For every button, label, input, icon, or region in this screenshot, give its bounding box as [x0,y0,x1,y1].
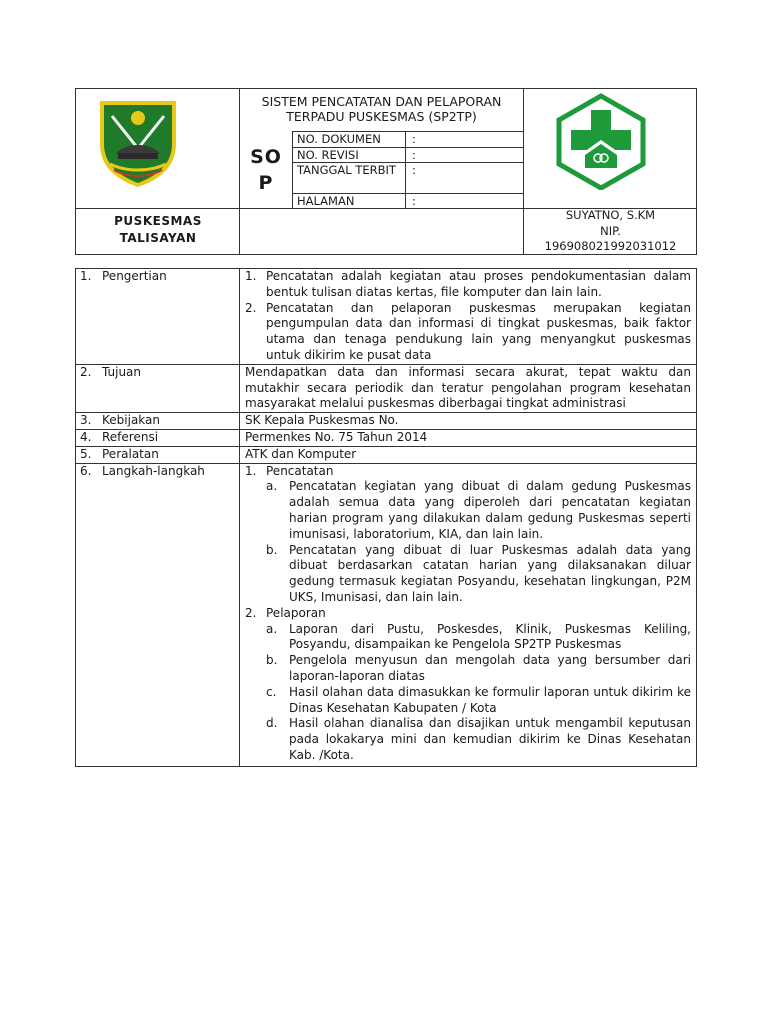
field-label-no-dokumen: NO. DOKUMEN [297,132,381,146]
organization-name: PUSKESMAS TALISAYAN [114,214,202,245]
sub-step: c. Hasil olahan data dimasukkan ke formulir laporan untuk dikirim ke Dinas Kesehatan Kabupaten / Kota [266,684,691,715]
section-row-langkah [76,463,696,766]
section-number: 3. [80,413,92,428]
list-item: 1. Pencatatan adalah kegiatan atau proses pendokumentasian dalam bentuk tulisan diatas kertas, file komputer dan lain lain. [245,269,691,299]
document-title: SISTEM PENCATATAN DAN PELAPORAN TERPADU PUSKESMAS (SP2TP) [261,94,502,124]
field-label-no-revisi: NO. REVISI [297,148,359,162]
section-number: 6. [80,463,92,478]
puskesmas-cross-logo [555,92,647,190]
section-number: 4. [80,429,92,444]
field-value-halaman: : [412,194,416,208]
signer-name: SUYATNO, S.KM [565,208,656,222]
field-divider [405,131,406,208]
section-number: 5. [80,446,92,461]
field-divider [292,131,293,208]
section-row-tujuan [76,364,696,412]
section-label: Langkah-langkah [102,463,205,478]
signer-nip-label: NIP. [600,223,621,238]
section-text: ATK dan Komputer [245,446,357,461]
sub-step: b. Pengelola menyusun dan mengolah data yang bersumber dari laporan-laporan diatas [266,653,691,683]
sub-step: a. Pencatatan kegiatan yang dibuat di dalam gedung Puskesmas adalah semua data yang diperoleh dari pencatatan kegiatan harian program yang dilakukan dalam gedung Puskesmas seperti imunisasi, laboratorium, KIA, dan lain lain. [266,479,691,541]
section-text: Permenkes No. 75 Tahun 2014 [245,429,428,444]
list-item: 2. Pencatatan dan pelaporan puskesmas merupakan kegiatan pengumpulan data dan informasi di tingkat puskesmas, baik faktor utama dan tenaga pendukung lain yang menyangkut puskesmas untuk dikirim ke pusat data [245,300,691,362]
field-value-tanggal-terbit: : [412,163,416,177]
sop-content-table [75,268,697,767]
section-row-pengertian [76,269,696,364]
section-text: SK Kepala Puskesmas No. [245,413,399,428]
section-label: Peralatan [102,446,159,461]
section-number: 1. [80,269,92,283]
sub-step: a. Laporan dari Pustu, Poskesdes, Klinik, Puskesmas Keliling, Posyandu, disampaikan ke Pengelola SP2TP Puskesmas [266,621,691,652]
step-heading: 2. Pelaporan [245,605,326,620]
section-number: 2. [80,364,92,379]
field-label-halaman: HALAMAN [297,194,355,208]
section-row-peralatan [76,446,696,463]
field-value-no-dokumen: : [412,132,416,146]
sub-step: d. Hasil olahan dianalisa dan disajikan untuk mengambil keputusan pada lokakarya mini dan kemudian dikirim ke Dinas Kesehatan Kab. /Kota. [266,716,691,762]
section-row-referensi [76,429,696,446]
signer-nip: 196908021992031012 [544,239,677,253]
field-value-no-revisi: : [412,148,416,162]
sop-label: SO P [250,146,282,194]
field-label-tanggal-terbit: TANGGAL TERBIT [297,163,396,177]
section-label: Tujuan [102,364,142,379]
sop-header-table [75,88,697,255]
section-label: Pengertian [102,269,167,283]
step-heading: 1. Pencatatan [245,463,334,478]
sub-step: b. Pencatatan yang dibuat di luar Puskesmas adalah data yang dibuat berdasarkan catatan harian yang dilaksanakan diluar gedung termasuk kegiatan Posyandu, kesehatan lingkungan, P2M UKS, Imunisasi, dan lain lain. [266,542,691,604]
section-label: Referensi [102,429,159,444]
section-label: Kebijakan [102,413,160,428]
kabupaten-emblem-logo [96,98,180,189]
signer-block [523,208,698,255]
section-text: Mendapatkan data dan informasi secara akurat, tepat waktu dan mutakhir secara periodik dan teratur pengolahan program kesehatan masyarakat melalui puskesmas diberbagai tingkat administrasi [245,364,691,411]
section-row-kebijakan [76,412,696,429]
